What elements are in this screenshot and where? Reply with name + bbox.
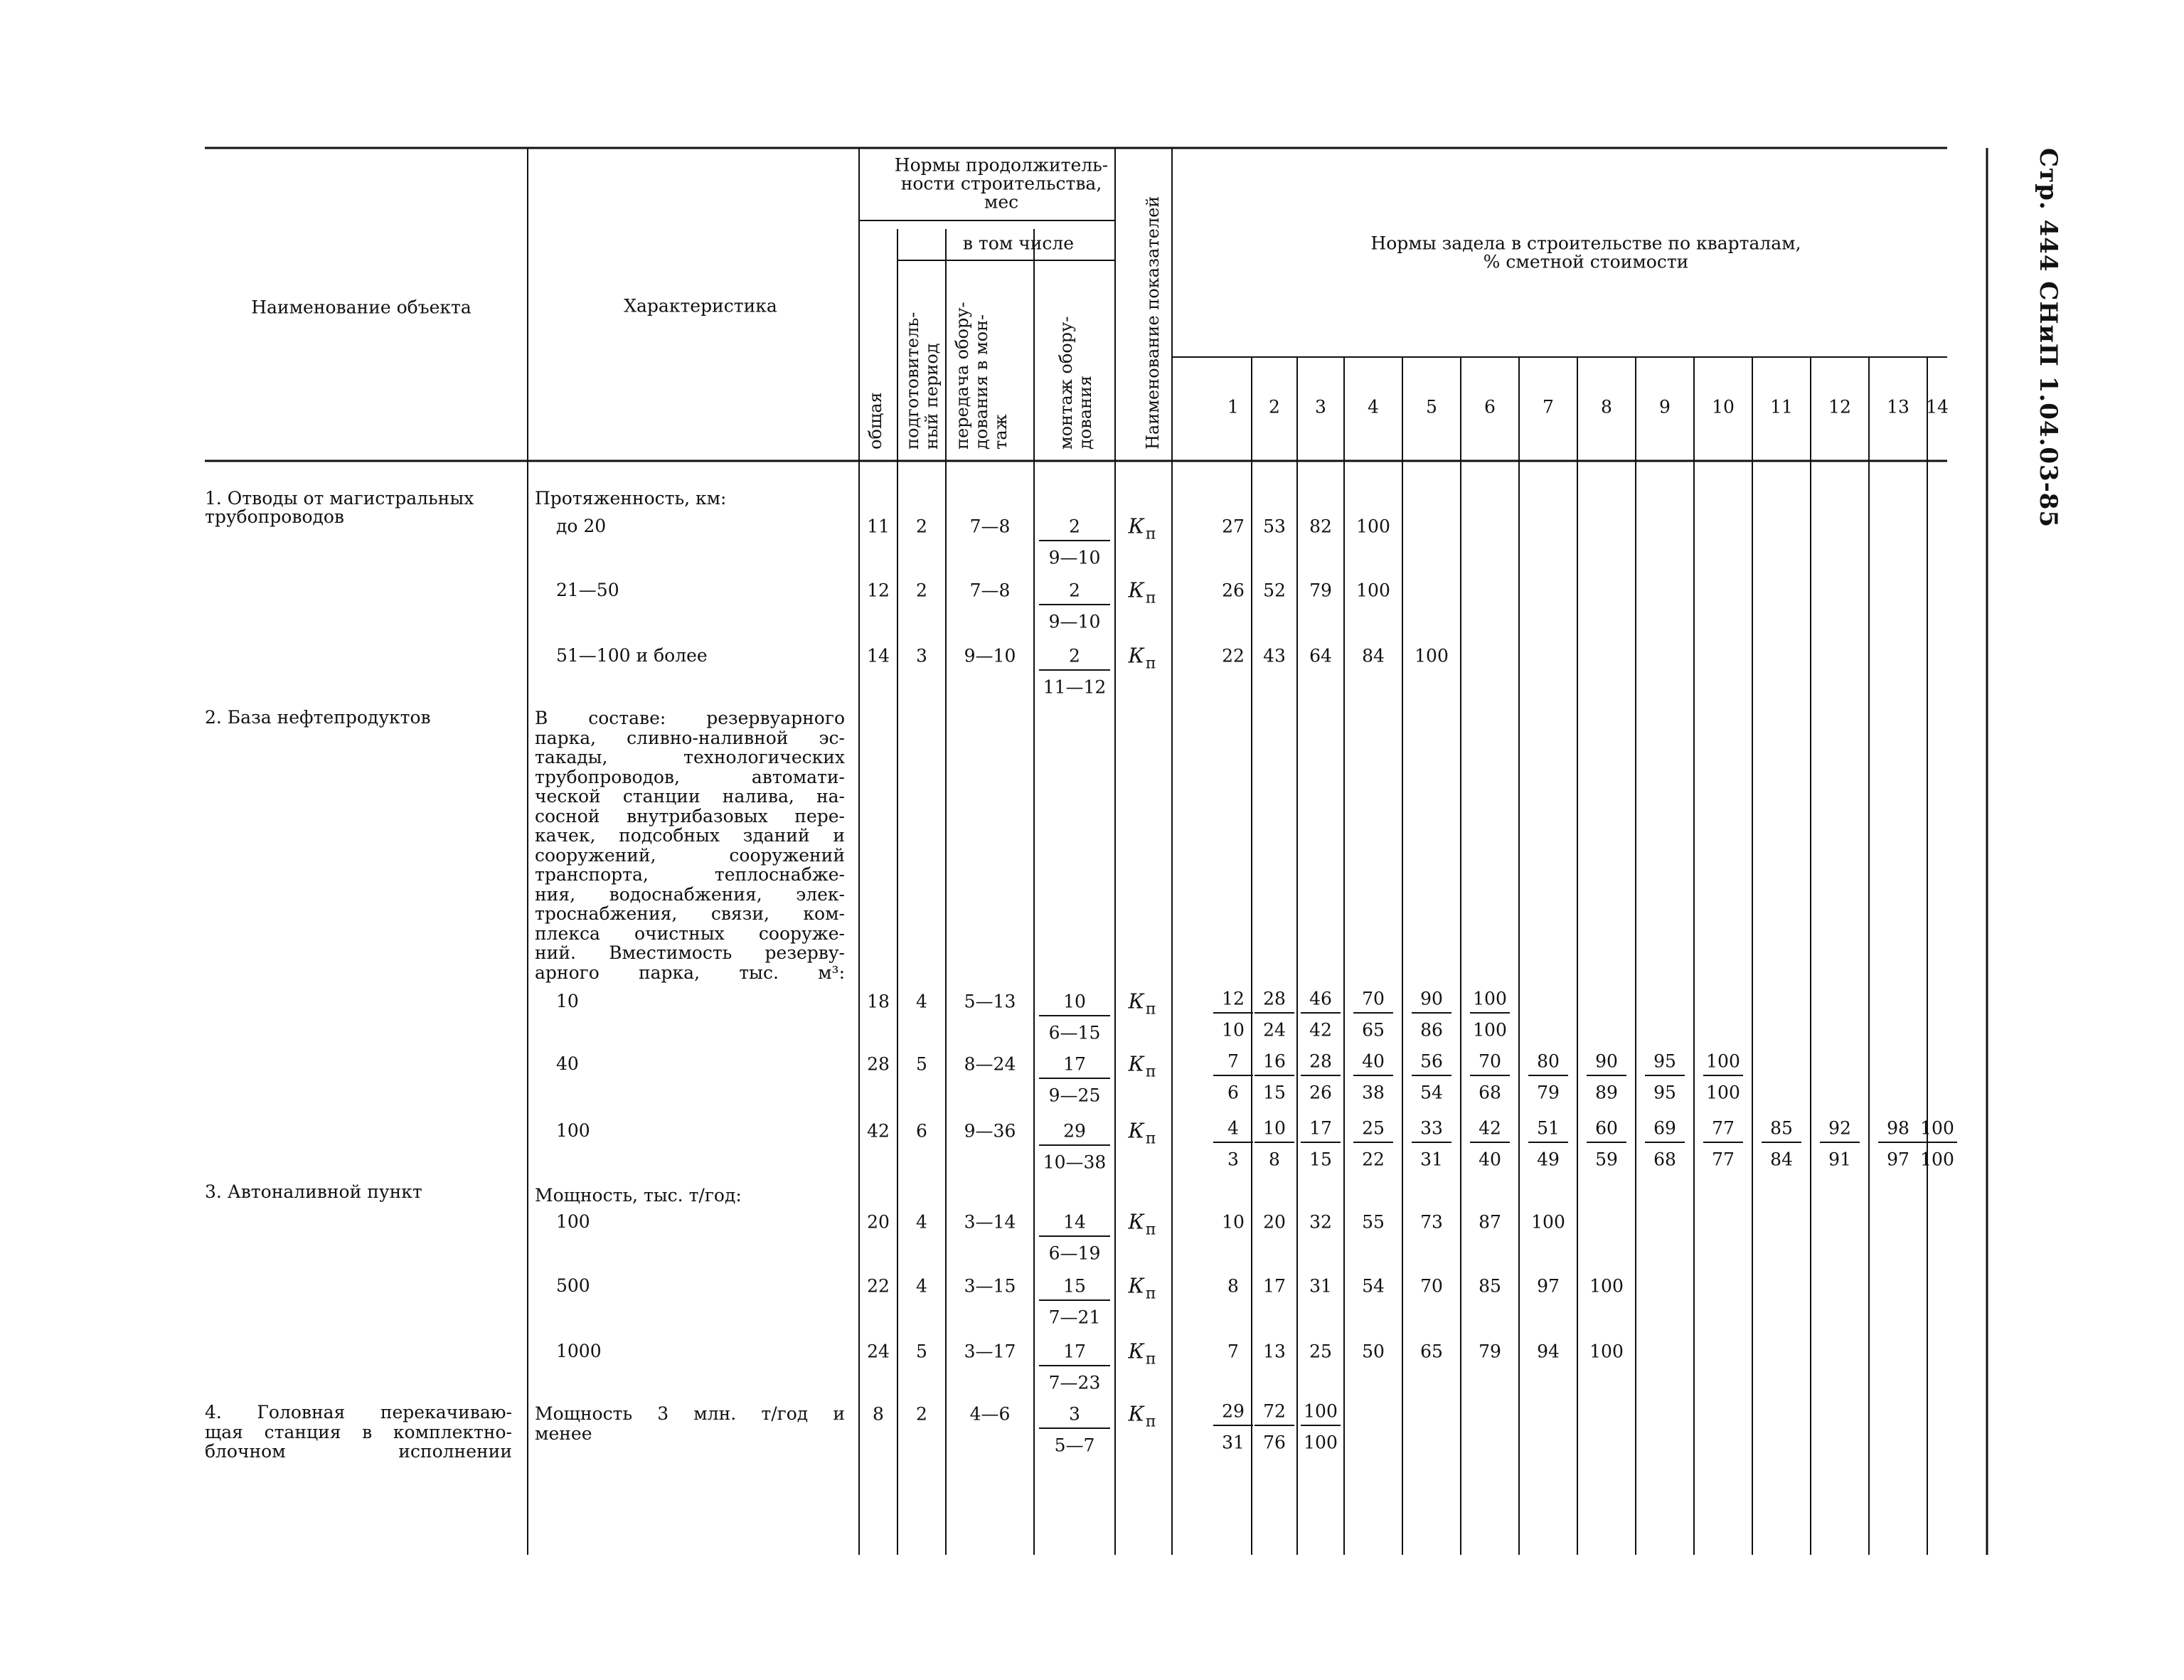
header-prep-period: подготовитель- ный период (902, 312, 942, 450)
row-9-total: 24 (867, 1341, 890, 1362)
row-1-install-denominator: 9—10 (1048, 547, 1101, 568)
row-10-q2-denominator: 76 (1263, 1432, 1286, 1453)
row-9-install-numerator: 17 (1063, 1341, 1086, 1362)
row-7-total: 20 (867, 1211, 890, 1233)
quarter-header-5: 5 (1426, 396, 1437, 418)
row-2-q2: 52 (1263, 580, 1286, 601)
row-6-q3-denominator: 15 (1309, 1149, 1332, 1170)
quarter-header-10: 10 (1712, 396, 1735, 418)
row-7-transfer: 3—14 (964, 1211, 1016, 1233)
row-1-q4: 100 (1356, 516, 1390, 537)
row-5-q2-numerator: 16 (1263, 1051, 1286, 1072)
header-equipment-transfer: передача обору- дования в мон- таж (952, 302, 1011, 450)
row-3-transfer: 9—10 (964, 645, 1016, 666)
row-1-indicator: $К_п$ (1128, 514, 1156, 543)
quarter-header-9: 9 (1659, 396, 1671, 418)
row-5-q5-denominator: 54 (1420, 1082, 1443, 1103)
row-5-total: 28 (867, 1053, 890, 1075)
row-9-prep: 5 (916, 1341, 927, 1362)
row-6-q3-numerator: 17 (1309, 1117, 1332, 1139)
row-5-q1-denominator: 6 (1227, 1082, 1239, 1103)
quarter-header-12: 12 (1828, 396, 1851, 418)
row-1-q3: 82 (1309, 516, 1332, 537)
row-6-q7-denominator: 49 (1537, 1149, 1560, 1170)
row-8-total: 22 (867, 1275, 890, 1297)
row-6-q5-numerator: 33 (1420, 1117, 1443, 1139)
section-2-characteristic: В составе: резервуарного парка, сливно-наливной эс- такады, технологических трубопроводов, автомати- ческой станции налива, на- сосной внутрибазовых пере- качек, подсобных зданий и сооружений, сооружений транспорта, теплоснабже- ния, водоснабжения, элек- троснабжения, связи, ком- плекса очистных сооруже- ний. Вместимость резерву- арного парка, тыс. м³: (535, 708, 845, 983)
row-6-q1-denominator: 3 (1227, 1149, 1239, 1170)
row-9-q6: 79 (1479, 1341, 1501, 1362)
header-including: в том числе (962, 233, 1075, 254)
row-8-install-denominator: 7—21 (1048, 1307, 1101, 1328)
row-9-install-denominator: 7—23 (1048, 1372, 1101, 1393)
row-5-q3-denominator: 26 (1309, 1082, 1332, 1103)
row-3-label: 51—100 и более (556, 645, 708, 666)
row-6-install-numerator: 29 (1063, 1120, 1086, 1142)
row-6-install-denominator: 10—38 (1043, 1152, 1107, 1173)
row-4-q2-numerator: 28 (1263, 988, 1286, 1009)
row-6-prep: 6 (916, 1120, 927, 1142)
row-1-label: до 20 (556, 516, 607, 536)
quarter-header-11: 11 (1770, 396, 1793, 418)
row-4-indicator: $К_п$ (1128, 989, 1156, 1019)
row-4-q2-denominator: 24 (1263, 1019, 1286, 1041)
row-5-q10-numerator: 100 (1706, 1051, 1740, 1072)
row-3-q3: 64 (1309, 645, 1332, 666)
row-6-q6-denominator: 40 (1479, 1149, 1501, 1170)
row-10-q3-denominator: 100 (1304, 1432, 1338, 1453)
row-7-q6: 87 (1479, 1211, 1501, 1233)
row-2-total: 12 (867, 580, 890, 601)
row-6-total: 42 (867, 1120, 890, 1142)
row-8-prep: 4 (916, 1275, 927, 1297)
row-8-q1: 8 (1227, 1275, 1239, 1297)
row-10-q1-denominator: 31 (1222, 1432, 1245, 1453)
row-9-label: 1000 (556, 1341, 602, 1361)
row-1-prep: 2 (916, 516, 927, 537)
row-2-label: 21—50 (556, 580, 619, 600)
header-characteristic: Характеристика (624, 295, 777, 317)
row-10-install-denominator: 5—7 (1054, 1435, 1095, 1456)
row-6-label: 100 (556, 1120, 590, 1141)
row-3-q5: 100 (1415, 645, 1449, 666)
row-1-q2: 53 (1263, 516, 1286, 537)
row-10-install-numerator: 3 (1069, 1403, 1080, 1425)
row-5-q4-denominator: 38 (1362, 1082, 1385, 1103)
row-4-label: 10 (556, 991, 579, 1011)
quarter-header-8: 8 (1601, 396, 1612, 418)
row-9-transfer: 3—17 (964, 1341, 1016, 1362)
quarter-header-1: 1 (1227, 396, 1239, 418)
row-6-q14-denominator: 100 (1920, 1149, 1954, 1170)
row-4-total: 18 (867, 991, 890, 1012)
row-5-q7-numerator: 80 (1537, 1051, 1560, 1072)
row-7-q7: 100 (1531, 1211, 1565, 1233)
row-6-q7-numerator: 51 (1537, 1117, 1560, 1139)
quarter-header-3: 3 (1315, 396, 1326, 418)
row-6-q11-denominator: 84 (1770, 1149, 1793, 1170)
row-2-q4: 100 (1356, 580, 1390, 601)
row-10-q3-numerator: 100 (1304, 1400, 1338, 1422)
row-4-q1-denominator: 10 (1222, 1019, 1245, 1041)
page-label: Стр. 444 СНиП 1.04.03-85 (2034, 148, 2062, 528)
row-4-q6-numerator: 100 (1473, 988, 1507, 1009)
row-7-install-numerator: 14 (1063, 1211, 1086, 1233)
row-3-prep: 3 (916, 645, 927, 666)
row-3-q4: 84 (1362, 645, 1385, 666)
row-6-q11-numerator: 85 (1770, 1117, 1793, 1139)
row-3-total: 14 (867, 645, 890, 666)
row-1-transfer: 7—8 (969, 516, 1011, 537)
row-3-q2: 43 (1263, 645, 1286, 666)
row-5-q1-numerator: 7 (1227, 1051, 1239, 1072)
row-10-prep: 2 (916, 1403, 927, 1425)
row-8-q8: 100 (1589, 1275, 1624, 1297)
row-9-q1: 7 (1227, 1341, 1239, 1362)
row-6-q12-numerator: 92 (1828, 1117, 1851, 1139)
row-7-indicator: $К_п$ (1128, 1209, 1156, 1239)
row-8-q3: 31 (1309, 1275, 1332, 1297)
row-7-q5: 73 (1420, 1211, 1443, 1233)
row-5-prep: 5 (916, 1053, 927, 1075)
row-5-install-numerator: 17 (1063, 1053, 1086, 1075)
row-2-prep: 2 (916, 580, 927, 601)
row-2-install-numerator: 2 (1069, 580, 1080, 601)
row-5-q2-denominator: 15 (1263, 1082, 1286, 1103)
row-6-q13-denominator: 97 (1887, 1149, 1909, 1170)
row-4-q1-numerator: 12 (1222, 988, 1245, 1009)
row-5-q3-numerator: 28 (1309, 1051, 1332, 1072)
row-2-q3: 79 (1309, 580, 1332, 601)
row-8-q6: 85 (1479, 1275, 1501, 1297)
row-10-q1-numerator: 29 (1222, 1400, 1245, 1422)
quarter-header-2: 2 (1269, 396, 1280, 418)
row-9-q5: 65 (1420, 1341, 1443, 1362)
row-10-q2-numerator: 72 (1263, 1400, 1286, 1422)
header-indicator-name: Наименование показателей (1143, 196, 1163, 450)
row-5-q7-denominator: 79 (1537, 1082, 1560, 1103)
row-2-q1: 26 (1222, 580, 1245, 601)
row-9-q4: 50 (1362, 1341, 1385, 1362)
row-6-q4-denominator: 22 (1362, 1149, 1385, 1170)
quarter-header-7: 7 (1543, 396, 1554, 418)
row-2-install-denominator: 9—10 (1048, 611, 1101, 632)
row-6-q2-numerator: 10 (1263, 1117, 1286, 1139)
row-6-q2-denominator: 8 (1269, 1149, 1280, 1170)
row-7-label: 100 (556, 1211, 590, 1232)
row-8-q5: 70 (1420, 1275, 1443, 1297)
row-5-transfer: 8—24 (964, 1053, 1016, 1075)
row-3-indicator: $К_п$ (1128, 643, 1156, 673)
row-6-q8-numerator: 60 (1595, 1117, 1618, 1139)
row-8-q7: 97 (1537, 1275, 1560, 1297)
row-5-q5-numerator: 56 (1420, 1051, 1443, 1072)
row-6-q8-denominator: 59 (1595, 1149, 1618, 1170)
row-2-transfer: 7—8 (969, 580, 1011, 601)
header-object-name: Наименование объекта (251, 297, 472, 318)
row-5-q8-numerator: 90 (1595, 1051, 1618, 1072)
row-5-q9-denominator: 95 (1653, 1082, 1676, 1103)
row-8-indicator: $К_п$ (1128, 1273, 1156, 1303)
row-4-q5-numerator: 90 (1420, 988, 1443, 1009)
row-4-q6-denominator: 100 (1473, 1019, 1507, 1041)
row-6-transfer: 9—36 (964, 1120, 1016, 1142)
section-2-name: 2. База нефтепродуктов (205, 707, 431, 728)
row-10-transfer: 4—6 (969, 1403, 1011, 1425)
row-1-total: 11 (867, 516, 890, 537)
section-4-name: 4. Головная перекачиваю- щая станция в комплектно- блочном исполнении (205, 1402, 512, 1462)
row-9-q3: 25 (1309, 1341, 1332, 1362)
row-5-q4-numerator: 40 (1362, 1051, 1385, 1072)
row-7-q3: 32 (1309, 1211, 1332, 1233)
row-6-q10-numerator: 77 (1712, 1117, 1735, 1139)
row-7-prep: 4 (916, 1211, 927, 1233)
row-8-label: 500 (556, 1275, 590, 1296)
row-8-q4: 54 (1362, 1275, 1385, 1297)
row-9-indicator: $К_п$ (1128, 1339, 1156, 1368)
row-1-q1: 27 (1222, 516, 1245, 537)
row-5-q10-denominator: 100 (1706, 1082, 1740, 1103)
row-6-q13-numerator: 98 (1887, 1117, 1909, 1139)
section-1-characteristic: Протяженность, км: (535, 488, 727, 509)
row-4-prep: 4 (916, 991, 927, 1012)
quarter-header-13: 13 (1887, 396, 1909, 418)
row-6-indicator: $К_п$ (1128, 1118, 1156, 1148)
row-4-q5-denominator: 86 (1420, 1019, 1443, 1041)
row-6-q5-denominator: 31 (1420, 1149, 1443, 1170)
document-page: Стр. 444 СНиП 1.04.03-85 Наименование объекта Характеристика Нормы продолжитель- ности строительства, мес в том числе общая подготовитель- ный период передача обору- дования в мон- таж монтаж обору- дования Наименование показателей Нормы задела в строительстве по кварталам, % сметной стоимости 1 2 3 4 5 6 7 8 9 10 11 12 13 14 1. Отводы от магистральных трубопроводов 2. База нефтепродуктов 3. Автоналивной пункт 4. Головная перекачиваю- щая станция в комплектно- блочном исполнении Протяженность, км: В составе: резервуарного парка, сливно-наливной эс- такады, технологических трубопроводов, автомати- ческой станции налива, на- сосной внутрибазовых пере- качек, подсобных зданий и сооружений, сооружений транспорта, теплоснабже- ния, водоснабжения, элек- троснабжения, связи, ком- плекса очистных сооруже- ний. Вместимость резерву- арного парка, тыс. м³: Мощность, тыс. т/год: Мощность 3 млн. т/год и менее до 20 11 2 7—8 2 9—10 $К_п$ 27 53 82 100 21—50 12 2 7—8 2 9—10 $К_п$ 26 52 79 100 51—100 и более 14 3 9—10 2 11—12 $К_п$ 22 43 64 84 100 10 18 4 5—13 10 6—15 $К_п$ 12 10 28 24 46 42 70 65 90 86 100 100 40 28 5 8—24 17 9—25 $К_п$ 7 6 16 15 28 26 40 38 56 54 70 68 80 79 90 89 95 95 100 100 100 42 6 9—36 29 10—38 $К_п$ 4 3 10 8 17 15 25 22 33 31 42 40 51 49 60 59 69 68 77 77 85 84 92 91 98 97 100 100 100 20 4 3—14 14 6—19 $К_п$ 10 20 32 55 73 87 100 500 22 4 3—15 15 7—21 $К_п$ 8 17 31 54 70 85 97 100 1000 24 5 3—17 17 7—23 $К_п$ 7 13 25 50 65 79 94 100 8 2 4—6 3 5—7 $К_п$ 29 31 72 76 100 100 (0, 0, 2184, 1680)
row-9-q8: 100 (1589, 1341, 1624, 1362)
row-4-install-denominator: 6—15 (1048, 1022, 1101, 1043)
section-3-name: 3. Автоналивной пункт (205, 1181, 422, 1202)
row-6-q14-numerator: 100 (1920, 1117, 1954, 1139)
row-7-q4: 55 (1362, 1211, 1385, 1233)
row-4-q4-numerator: 70 (1362, 988, 1385, 1009)
row-5-q9-numerator: 95 (1653, 1051, 1676, 1072)
row-3-install-numerator: 2 (1069, 645, 1080, 666)
quarter-header-4: 4 (1368, 396, 1379, 418)
section-4-characteristic: Мощность 3 млн. т/год и менее (535, 1403, 845, 1444)
row-5-label: 40 (556, 1053, 579, 1074)
row-9-q2: 13 (1263, 1341, 1286, 1362)
row-5-indicator: $К_п$ (1128, 1051, 1156, 1081)
row-4-q3-denominator: 42 (1309, 1019, 1332, 1041)
row-5-q8-denominator: 89 (1595, 1082, 1618, 1103)
row-5-q6-denominator: 68 (1479, 1082, 1501, 1103)
row-6-q10-denominator: 77 (1712, 1149, 1735, 1170)
row-9-q7: 94 (1537, 1341, 1560, 1362)
row-7-install-denominator: 6—19 (1048, 1243, 1101, 1264)
header-equipment-install: монтаж обору- дования (1056, 316, 1095, 450)
row-4-install-numerator: 10 (1063, 991, 1086, 1012)
row-3-install-denominator: 11—12 (1043, 676, 1107, 698)
quarter-header-14: 14 (1926, 396, 1949, 418)
quarter-header-6: 6 (1484, 396, 1496, 418)
row-7-q1: 10 (1222, 1211, 1245, 1233)
row-6-q6-numerator: 42 (1479, 1117, 1501, 1139)
row-6-q9-denominator: 68 (1653, 1149, 1676, 1170)
section-3-characteristic: Мощность, тыс. т/год: (535, 1185, 742, 1206)
row-7-q2: 20 (1263, 1211, 1286, 1233)
row-8-install-numerator: 15 (1063, 1275, 1086, 1297)
row-4-transfer: 5—13 (964, 991, 1016, 1012)
header-total: общая (865, 392, 885, 450)
row-4-q3-numerator: 46 (1309, 988, 1332, 1009)
row-8-q2: 17 (1263, 1275, 1286, 1297)
row-10-indicator: $К_п$ (1128, 1401, 1156, 1431)
row-6-q1-numerator: 4 (1227, 1117, 1239, 1139)
row-5-q6-numerator: 70 (1479, 1051, 1501, 1072)
row-1-install-numerator: 2 (1069, 516, 1080, 537)
row-6-q12-denominator: 91 (1828, 1149, 1851, 1170)
row-3-q1: 22 (1222, 645, 1245, 666)
row-6-q9-numerator: 69 (1653, 1117, 1676, 1139)
row-5-install-denominator: 9—25 (1048, 1085, 1101, 1106)
row-6-q4-numerator: 25 (1362, 1117, 1385, 1139)
row-4-q4-denominator: 65 (1362, 1019, 1385, 1041)
row-2-indicator: $К_п$ (1128, 578, 1156, 607)
row-8-transfer: 3—15 (964, 1275, 1016, 1297)
row-10-total: 8 (873, 1403, 884, 1425)
